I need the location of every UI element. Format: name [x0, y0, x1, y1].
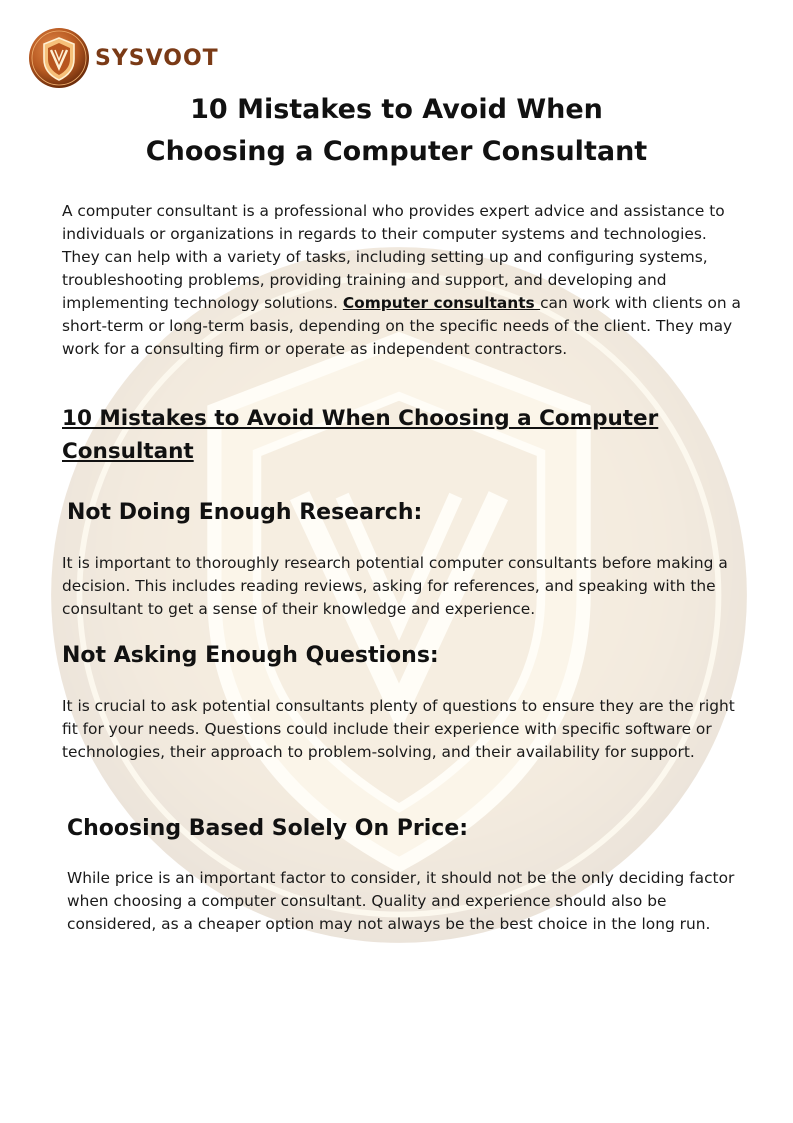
- mistake-1-heading: Not Doing Enough Research:: [67, 500, 423, 525]
- shield-logo-icon: [27, 26, 91, 90]
- computer-consultants-link[interactable]: Computer consultants: [342, 294, 541, 312]
- section-heading: 10 Mistakes to Avoid When Choosing a Computer Consultant: [62, 406, 659, 464]
- page-title-line-2: Choosing a Computer Consultant: [145, 136, 648, 167]
- intro-paragraph: [62, 200, 742, 361]
- mistake-3-body: While price is an important factor to consider, it should not be the only deciding factor when choosing a computer consultant. Quality and experience should also be considered, as a cheaper option may not always be the best choice in the long run.: [67, 869, 735, 933]
- intro-text-after-link: can work with clients on a short-term or long-term basis, depending on the specific needs of the client. They may work for a consulting firm or operate as independent contractors.: [62, 294, 741, 358]
- brand-name: SYSVOOT: [95, 45, 219, 71]
- mistake-1-body: It is important to thoroughly research potential computer consultants before making a decision. This includes reading reviews, asking for references, and speaking with the consultant to get a sense of their knowledge and experience.: [62, 554, 728, 618]
- mistake-2-heading: Not Asking Enough Questions:: [62, 643, 439, 668]
- page-title-line-1: 10 Mistakes to Avoid When: [190, 94, 603, 125]
- intro-text-before-link: A computer consultant is a professional who provides expert advice and assistance to individuals or organizations in regards to their computer systems and technologies. They can help with a variety of tasks, including setting up and configuring systems, troubleshooting problems, providing training and support, and developing and implementing technology solutions.: [62, 202, 725, 312]
- mistake-2-body: It is crucial to ask potential consultants plenty of questions to ensure they are the right fit for your needs. Questions could include their experience with specific software or technologies, their approach to problem-solving, and their availability for support.: [62, 697, 735, 761]
- brand-header: [27, 26, 219, 90]
- mistake-3-heading: Choosing Based Solely On Price:: [67, 816, 469, 841]
- page-title: [0, 89, 793, 173]
